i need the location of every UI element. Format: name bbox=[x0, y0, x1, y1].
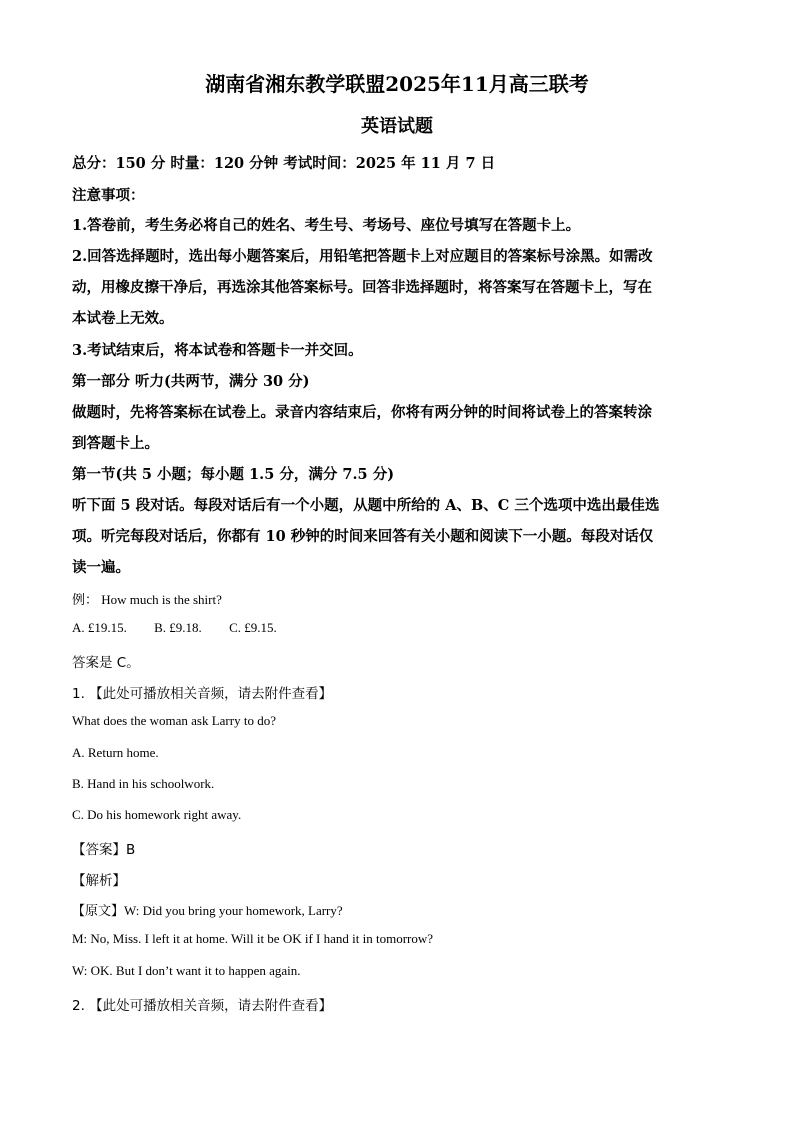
exam-subtitle: 英语试题 bbox=[361, 116, 433, 137]
example-question: 例： How much is the shirt? bbox=[72, 592, 222, 607]
example-option-a: A. £19.15. bbox=[72, 620, 127, 635]
notice-line: 3.考试结束后，将本试卷和答题卡一并交回。 bbox=[72, 342, 363, 359]
q2-audio-link[interactable]: 2. 【此处可播放相关音频，请去附件查看】 bbox=[72, 998, 333, 1014]
part1-line: 做题时，先将答案标在试卷上。录音内容结束后，你将有两分钟的时间将试卷上的答案转涂 bbox=[72, 404, 652, 421]
q1-question: What does the woman ask Larry to do? bbox=[72, 713, 276, 728]
q1-audio-link[interactable]: 1. 【此处可播放相关音频，请去附件查看】 bbox=[72, 686, 333, 702]
q1-analysis: 【解析】 bbox=[72, 873, 126, 889]
part1-heading: 第一部分 听力(共两节，满分 30 分) bbox=[72, 373, 310, 390]
exam-title: 湖南省湘东教学联盟2025年11月高三联考 bbox=[205, 72, 589, 96]
section1-line: 听下面 5 段对话。每段对话后有一个小题，从题中所给的 A、B、C 三个选项中选出最佳选 bbox=[72, 497, 660, 514]
notice-heading: 注意事项： bbox=[72, 187, 145, 204]
part1-line: 到答题卡上。 bbox=[72, 435, 159, 452]
q1-option-a: A. Return home. bbox=[72, 745, 159, 760]
q1-transcript-line: 【原文】W: Did you bring your homework, Larry? bbox=[72, 903, 343, 918]
section1-heading: 第一节(共 5 小题；每小题 1.5 分，满分 7.5 分) bbox=[72, 466, 395, 483]
q1-option-b: B. Hand in his schoolwork. bbox=[72, 776, 215, 791]
notice-line: 1.答卷前，考生务必将自己的姓名、考生号、考场号、座位号填写在答题卡上。 bbox=[72, 217, 581, 234]
q1-transcript-line: W: OK. But I don’t want it to happen again. bbox=[72, 963, 301, 978]
q1-option-c: C. Do his homework right away. bbox=[72, 807, 242, 822]
notice-line: 本试卷上无效。 bbox=[72, 310, 174, 327]
example-options bbox=[72, 620, 722, 636]
example-option-c: C. £9.15. bbox=[229, 620, 277, 635]
notice-line: 2.回答选择题时，选出每小题答案后，用铅笔把答题卡上对应题目的答案标号涂黑。如需改 bbox=[72, 248, 653, 265]
notice-line: 动，用橡皮擦干净后，再选涂其他答案标号。回答非选择题时，将答案写在答题卡上，写在 bbox=[72, 279, 652, 296]
q1-transcript-line: M: No, Miss. I left it at home. Will it be OK if I hand it in tomorrow? bbox=[72, 931, 434, 946]
q1-answer: 【答案】B bbox=[72, 842, 136, 858]
example-answer: 答案是 C。 bbox=[72, 655, 140, 671]
section1-line: 项。听完每段对话后，你都有 10 秒钟的时间来回答有关小题和阅读下一小题。每段对话仅 bbox=[72, 528, 654, 545]
section1-line: 读一遍。 bbox=[72, 559, 130, 576]
example-option-b: B. £9.18. bbox=[154, 620, 202, 635]
exam-info: 总分：150 分 时量：120 分钟 考试时间：2025 年 11 月 7 日 bbox=[72, 155, 496, 172]
